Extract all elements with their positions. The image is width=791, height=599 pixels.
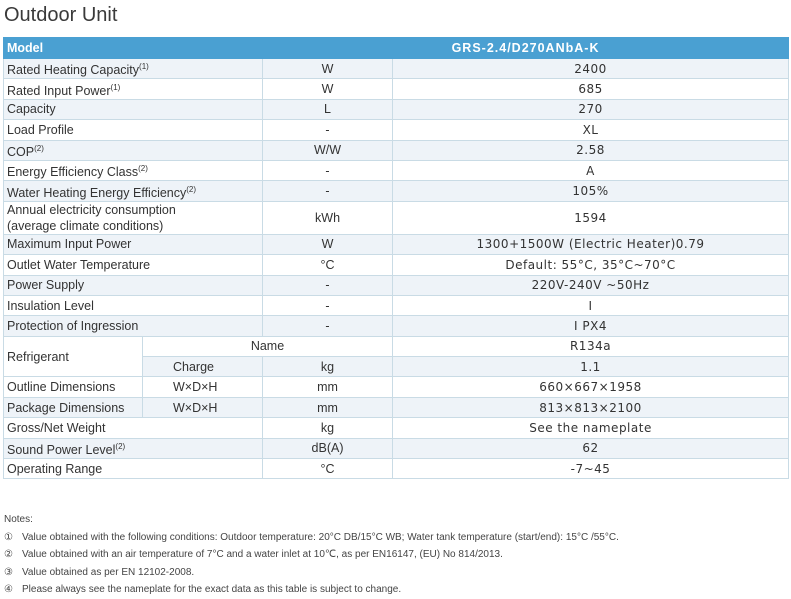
unit-cell: kg (263, 357, 393, 377)
note-item (4, 581, 619, 599)
table-row (4, 397, 789, 417)
unit-cell: - (263, 160, 393, 180)
param-cell (4, 59, 263, 79)
param-cell (4, 160, 263, 180)
footnote-ref: (2) (34, 143, 44, 153)
param-label: Rated Heating Capacity (7, 63, 140, 78)
note-number: ③ (4, 566, 13, 578)
table-row (4, 59, 789, 79)
table-row (4, 377, 789, 397)
unit-cell: mm (263, 377, 393, 397)
table-row (4, 79, 789, 99)
param-cell (4, 234, 263, 254)
model-value: GRS-2.4/D270ANbA-K (263, 38, 789, 59)
value-cell: 660×667×1958 (393, 377, 789, 397)
notes-heading: Notes: (4, 514, 33, 525)
refrigerant-name-label: Name (143, 336, 393, 356)
value-cell: 2.58 (393, 140, 789, 160)
param-cell (4, 201, 263, 234)
param-label: Gross/Net Weight (7, 420, 106, 435)
unit-cell: - (263, 295, 393, 315)
table-row (4, 295, 789, 315)
param-cell (4, 140, 263, 160)
param-label: Outline Dimensions (7, 380, 116, 395)
table-row (4, 234, 789, 254)
table-row (4, 275, 789, 295)
note-text: Value obtained with the following conditions: Outdoor temperature: 20°C DB/15°C WB; Water tank temperature (start/end): 15°C /55°C. (22, 531, 619, 543)
value-cell: -7~45 (393, 459, 789, 479)
note-number: ① (4, 531, 13, 543)
table-header-row (4, 38, 789, 59)
param-cell (4, 295, 263, 315)
note-text: Please always see the nameplate for the exact data as this table is subject to change. (22, 584, 402, 595)
param-label: COP (7, 144, 35, 159)
note-number: ④ (4, 584, 13, 595)
param-label: Water Heating Energy Efficiency (7, 185, 187, 200)
unit-cell: W/W (263, 140, 393, 160)
note-item (4, 546, 619, 564)
unit-cell: kWh (263, 201, 393, 234)
param-label: Energy Efficiency Class (7, 165, 139, 180)
table-row (4, 255, 789, 275)
spec-table (3, 37, 789, 479)
table-row (4, 459, 789, 479)
value-cell: See the nameplate (393, 418, 789, 438)
value-cell: A (393, 160, 789, 180)
param-cell (4, 120, 263, 140)
footnote-ref: (2) (186, 184, 197, 194)
table-row (4, 99, 789, 119)
note-text: Value obtained with an air temperature of 7°C and a water inlet at 10℃, as per EN16147, (EU) No 814/2013. (22, 549, 503, 560)
value-cell: 270 (393, 99, 789, 119)
param-label: Outlet Water Temperature (7, 257, 151, 272)
value-cell: XL (393, 120, 789, 140)
value-cell: 685 (393, 79, 789, 99)
param-cell (4, 377, 143, 397)
param-label-line2: (average climate conditions) (7, 218, 164, 233)
unit-cell: °C (263, 459, 393, 479)
value-cell: 1.1 (393, 357, 789, 377)
value-cell: 1594 (393, 201, 789, 234)
param-cell (4, 255, 263, 275)
table-row (4, 316, 789, 336)
value-cell: 220V-240V ~50Hz (393, 275, 789, 295)
refrigerant-charge-label: Charge (143, 357, 263, 377)
unit-cell: L (263, 99, 393, 119)
param-label: Load Profile (7, 122, 74, 137)
table-row (4, 438, 789, 458)
param-cell (4, 99, 263, 119)
param-cell (4, 79, 263, 99)
param-label: Rated Input Power (7, 83, 111, 98)
footnote-ref: (1) (139, 62, 149, 72)
unit-cell: W (263, 59, 393, 79)
param-cell (4, 459, 263, 479)
param-cell (4, 438, 263, 458)
param-cell (4, 181, 263, 201)
param-cell: Refrigerant (4, 336, 143, 377)
param-cell (4, 418, 263, 438)
param-label: Maximum Input Power (7, 237, 132, 252)
note-number: ② (4, 549, 13, 560)
table-row (4, 140, 789, 160)
sub-cell: W×D×H (143, 397, 263, 417)
param-label: Annual electricity consumption (7, 202, 176, 217)
note-item (4, 529, 619, 547)
footnote-ref: (2) (115, 441, 126, 451)
value-cell: 2400 (393, 59, 789, 79)
value-cell: Ⅰ PX4 (393, 316, 789, 336)
table-row (4, 201, 789, 234)
unit-cell: °C (263, 255, 393, 275)
footnote-ref: (2) (138, 164, 148, 174)
table-row (4, 160, 789, 180)
param-label: Package Dimensions (7, 400, 125, 415)
unit-cell: mm (263, 397, 393, 417)
note-item (4, 564, 619, 582)
table-row (4, 181, 789, 201)
table-row (4, 120, 789, 140)
value-cell: Ⅰ (393, 295, 789, 315)
value-cell: R134a (393, 336, 789, 356)
param-label: Protection of Ingression (7, 318, 139, 333)
unit-cell: - (263, 120, 393, 140)
value-cell: Default: 55°C, 35°C~70°C (393, 255, 789, 275)
unit-cell: dB(A) (263, 438, 393, 458)
param-label: Capacity (7, 102, 56, 117)
unit-cell: W (263, 234, 393, 254)
table-row (4, 418, 789, 438)
param-label: Insulation Level (7, 298, 94, 313)
note-text: Value obtained as per EN 12102-2008. (22, 566, 195, 578)
param-label: Sound Power Level (7, 442, 116, 457)
value-cell: 105% (393, 181, 789, 201)
unit-cell: W (263, 79, 393, 99)
value-cell: 813×813×2100 (393, 397, 789, 417)
unit-cell: - (263, 275, 393, 295)
param-cell (4, 316, 263, 336)
notes (4, 511, 619, 599)
value-cell: 62 (393, 438, 789, 458)
unit-cell: - (263, 181, 393, 201)
value-cell: 1300+1500W (Electric Heater)0.79 (393, 234, 789, 254)
unit-cell: - (263, 316, 393, 336)
param-label: Operating Range (7, 461, 103, 476)
page-title: Outdoor Unit (4, 4, 118, 26)
param-cell (4, 397, 143, 417)
sub-cell: W×D×H (143, 377, 263, 397)
param-label: Power Supply (7, 278, 85, 293)
footnote-ref: (1) (110, 82, 121, 92)
unit-cell: kg (263, 418, 393, 438)
table-row (4, 336, 789, 356)
model-label: Model (4, 38, 263, 59)
param-cell (4, 275, 263, 295)
